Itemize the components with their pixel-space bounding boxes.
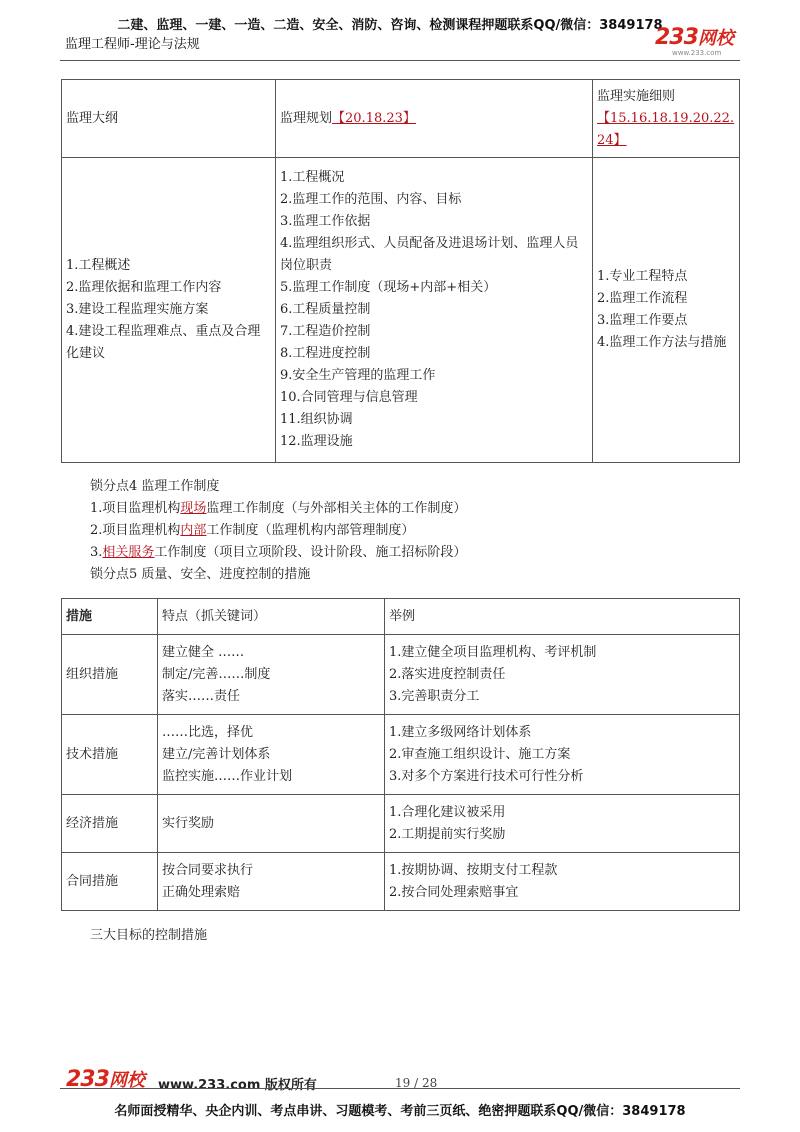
table-header-cell: 监理规划【20.18.23】 — [276, 80, 593, 158]
header-divider — [60, 60, 740, 61]
after-table-text: 三大目标的控制措施 — [90, 928, 208, 943]
measure-name: 组织措施 — [62, 635, 158, 715]
plan-contents: 1.工程概况 2.监理工作的范围、内容、目标 3.监理工作依据 4.监理组织形式、人员配备及进退场计划、监理人员岗位职责 5.监理工作制度（现场+内部+相关） 6.工程质量控制 7.工程造价控制 8.工程进度控制 9.安全生产管理的监理工作 10.合同管理与信息管理 11.组织协调 12.监理设施 — [276, 158, 593, 463]
footer-divider — [60, 1088, 740, 1089]
control-measures-table — [61, 598, 740, 911]
table-header-cell: 监理大纲 — [62, 80, 276, 158]
logo-number: 233 — [66, 1067, 109, 1092]
keyword-highlight: 相关服务 — [102, 545, 155, 560]
table-header-cell: 特点（抓关键词） — [158, 599, 385, 635]
plan-comparison-table — [61, 79, 740, 463]
header-subject: 监理工程师-理论与法规 — [65, 37, 200, 52]
table-header-cell: 措施 — [62, 599, 158, 635]
outline-contents: 1.工程概述 2.监理依据和监理工作内容 3.建设工程监理实施方案 4.建设工程监理难点、重点及合理化建议 — [62, 158, 276, 463]
table-row — [62, 80, 740, 158]
measure-name: 合同措施 — [62, 853, 158, 911]
logo-text: 网校 — [108, 1070, 145, 1091]
footer-ad-line: 名师面授精华、央企内训、考点串讲、习题模考、考前三页纸、绝密押题联系QQ/微信：3849178 — [114, 1104, 686, 1119]
section-5-title: 锁分点5 质量、安全、进度控制的措施 — [90, 567, 311, 582]
section-4-title: 锁分点4 监理工作制度 — [90, 479, 220, 494]
exam-year-ref: 【20.18.23】 — [332, 110, 416, 126]
keyword-highlight: 内部 — [180, 523, 207, 538]
measure-features: ……比选，择优 建立/完善计划体系 监控实施……作业计划 — [158, 715, 385, 795]
brand-logo — [655, 24, 734, 50]
footer-site: www.233.com 版权所有 — [158, 1078, 317, 1093]
measure-features: 建立健全 …… 制定/完善……制度 落实……责任 — [158, 635, 385, 715]
rule-item-2: 2.项目监理机构内部工作制度（监理机构内部管理制度） — [90, 523, 415, 538]
logo-number: 233 — [655, 25, 698, 50]
table-row — [62, 599, 740, 635]
logo-url: www.233.com — [672, 49, 722, 57]
measure-examples: 1.建立健全项目监理机构、考评机制 2.落实进度控制责任 3.完善职责分工 — [385, 635, 740, 715]
rule-item-3: 3.相关服务工作制度（项目立项阶段、设计阶段、施工招标阶段） — [90, 545, 467, 560]
measure-features: 实行奖励 — [158, 795, 385, 853]
rule-item-1: 1.项目监理机构现场监理工作制度（与外部相关主体的工作制度） — [90, 501, 467, 516]
page-number: 19 / 28 — [395, 1076, 438, 1090]
table-header-cell: 监理实施细则 【15.16.18.19.20.22.24】 — [593, 80, 740, 158]
exam-year-ref: 【15.16.18.19.20.22.24】 — [597, 110, 735, 148]
table-header-cell: 举例 — [385, 599, 740, 635]
table-row — [62, 853, 740, 911]
table-row — [62, 635, 740, 715]
measure-examples: 1.建立多级网络计划体系 2.审查施工组织设计、施工方案 3.对多个方案进行技术可行性分析 — [385, 715, 740, 795]
table-row — [62, 795, 740, 853]
keyword-highlight: 现场 — [180, 501, 207, 516]
measure-examples: 1.按期协调、按期支付工程款 2.按合同处理索赔事宜 — [385, 853, 740, 911]
measure-examples: 1.合理化建议被采用 2.工期提前实行奖励 — [385, 795, 740, 853]
header-ad-line: 二建、监理、一建、一造、二造、安全、消防、咨询、检测课程押题联系QQ/微信：3849178 — [117, 18, 663, 33]
measure-name: 经济措施 — [62, 795, 158, 853]
table-row — [62, 715, 740, 795]
measure-name: 技术措施 — [62, 715, 158, 795]
measure-features: 按合同要求执行 正确处理索赔 — [158, 853, 385, 911]
logo-text: 网校 — [697, 28, 734, 49]
rules-contents: 1.专业工程特点 2.监理工作流程 3.监理工作要点 4.监理工作方法与措施 — [593, 158, 740, 463]
table-row — [62, 158, 740, 463]
